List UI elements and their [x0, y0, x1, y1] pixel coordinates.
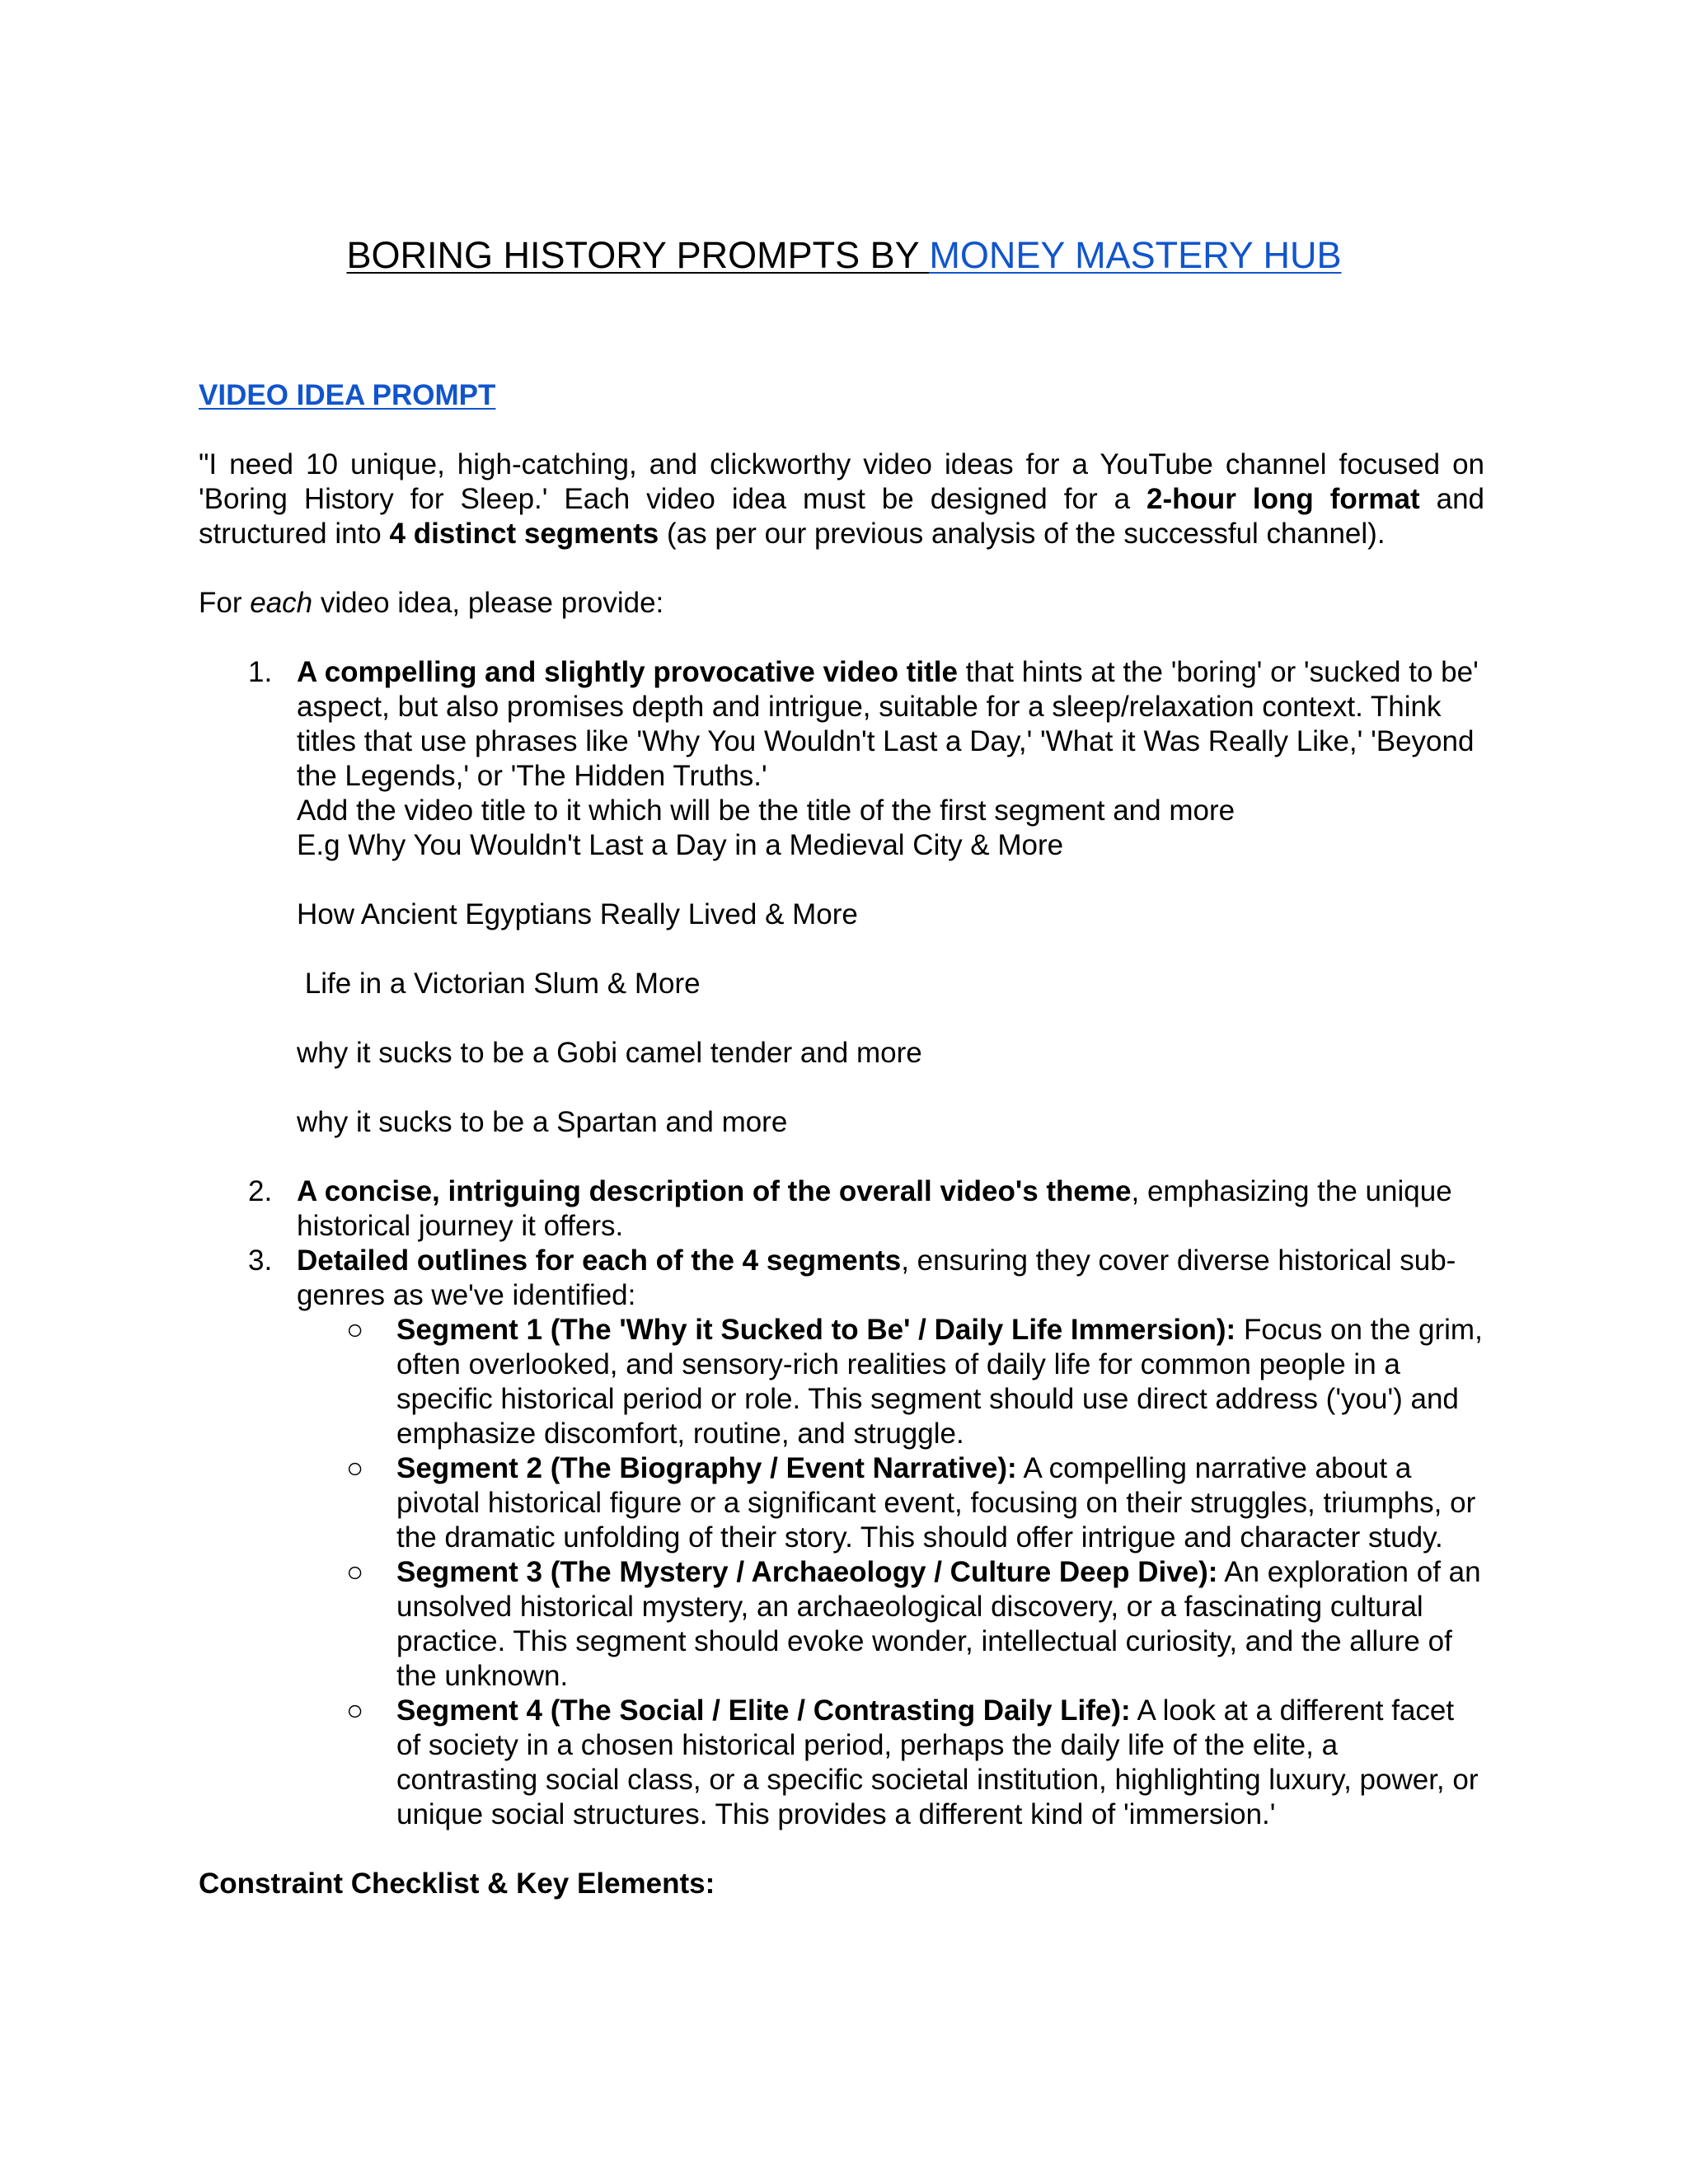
segment-title: Segment 4 (The Social / Elite / Contrasting Daily Life):: [396, 1694, 1131, 1727]
circle-bullet-icon: ○: [346, 1452, 364, 1484]
section-heading-link[interactable]: VIDEO IDEA PROMPT: [199, 379, 496, 411]
circle-bullet-icon: ○: [346, 1556, 364, 1588]
list-item: [199, 1244, 1484, 1832]
provide-text-1: For: [199, 587, 251, 619]
example-title: How Ancient Egyptians Really Lived & More: [297, 898, 858, 930]
list-item-body: , ensuring they cover diverse historical sub-genres as we've identified:: [297, 1244, 1456, 1311]
numbered-list: [199, 655, 1484, 1832]
example-title: why it sucks to be a Spartan and more: [297, 1106, 788, 1138]
segment-item: [297, 1451, 1484, 1555]
circle-bullet-icon: ○: [346, 1314, 364, 1346]
intro-text-1: "I need 10 unique, high-catching, and clickworthy video ideas for a YouTube channel focused on 'Boring History for Sleep.' Each video idea must be designed for a: [199, 448, 1484, 515]
document-body: [199, 378, 1484, 1901]
segment-title: Segment 1 (The 'Why it Sucked to Be' / Daily Life Immersion):: [396, 1314, 1236, 1346]
title-text: BORING HISTORY PROMPTS BY: [346, 234, 930, 276]
provide-italic: each: [250, 587, 313, 619]
segment-item: [297, 1555, 1484, 1694]
list-number: 3.: [248, 1244, 273, 1277]
list-item-bold: A concise, intriguing description of the overall video's theme: [297, 1175, 1132, 1207]
document-title: [0, 233, 1688, 278]
list-item-line: E.g Why You Wouldn't Last a Day in a Medieval City & More: [297, 829, 1064, 861]
list-item: [199, 655, 1484, 1140]
list-item-bold: Detailed outlines for each of the 4 segments: [297, 1244, 902, 1277]
intro-text-2: and structured into: [199, 483, 1484, 550]
circle-bullet-icon: ○: [346, 1694, 364, 1727]
segment-item: [297, 1313, 1484, 1451]
list-item: [199, 1174, 1484, 1244]
segment-description: A compelling narrative about a pivotal historical figure or a significant event, focusing on their struggles, triumphs, or the dramatic unfolding of their story. This should offer intrigue and character study.: [396, 1452, 1476, 1554]
segment-title: Segment 2 (The Biography / Event Narrative):: [396, 1452, 1017, 1484]
list-item-text: [297, 655, 1484, 794]
list-item-body: , emphasizing the unique historical journey it offers.: [297, 1175, 1452, 1242]
list-number: 2.: [248, 1175, 273, 1207]
segment-description: Focus on the grim, often overlooked, and sensory-rich realities of daily life for common people in a specific historical period or role. This segment should use direct address ('you') and emphasize discomfort, routine, and struggle.: [396, 1314, 1483, 1450]
segment-item: [297, 1694, 1484, 1832]
provide-paragraph: [199, 586, 1484, 621]
segment-description: An exploration of an unsolved historical mystery, an archaeological discovery, or a fascinating cultural practice. This segment should evoke wonder, intellectual curiosity, and the allure of the unknown.: [396, 1556, 1481, 1692]
list-item-body: that hints at the 'boring' or 'sucked to be' aspect, but also promises depth and intrigue, suitable for a sleep/relaxation context. Think titles that use phrases like 'Why You Wouldn't Last a Day,' 'What it Was Really Like,' 'Beyond the Legends,' or 'The Hidden Truths.': [297, 656, 1479, 792]
list-item-text: [297, 1244, 1484, 1313]
list-item-bold: A compelling and slightly provocative video title: [297, 656, 958, 688]
example-title: why it sucks to be a Gobi camel tender and more: [297, 1037, 922, 1069]
example-title: Life in a Victorian Slum & More: [297, 968, 701, 1000]
list-number: 1.: [248, 656, 273, 688]
segment-description: A look at a different facet of society in a chosen historical period, perhaps the daily life of the elite, a contrasting social class, or a specific societal institution, highlighting luxury, power, or unique social structures. This provides a different kind of 'immersion.': [396, 1694, 1479, 1830]
segment-list: [297, 1313, 1484, 1832]
constraints-heading: Constraint Checklist & Key Elements:: [199, 1868, 715, 1900]
intro-bold-1: 2-hour long format: [1146, 483, 1420, 515]
intro-bold-2: 4 distinct segments: [389, 518, 659, 550]
intro-text-3: (as per our previous analysis of the successful channel).: [659, 518, 1386, 550]
list-item-line: Add the video title to it which will be the title of the first segment and more: [297, 794, 1236, 827]
segment-title: Segment 3 (The Mystery / Archaeology / Culture Deep Dive):: [396, 1556, 1218, 1588]
title-link[interactable]: MONEY MASTERY HUB: [929, 234, 1342, 276]
provide-text-2: video idea, please provide:: [312, 587, 664, 619]
list-item-text: [297, 1174, 1484, 1244]
intro-paragraph: [199, 448, 1484, 551]
